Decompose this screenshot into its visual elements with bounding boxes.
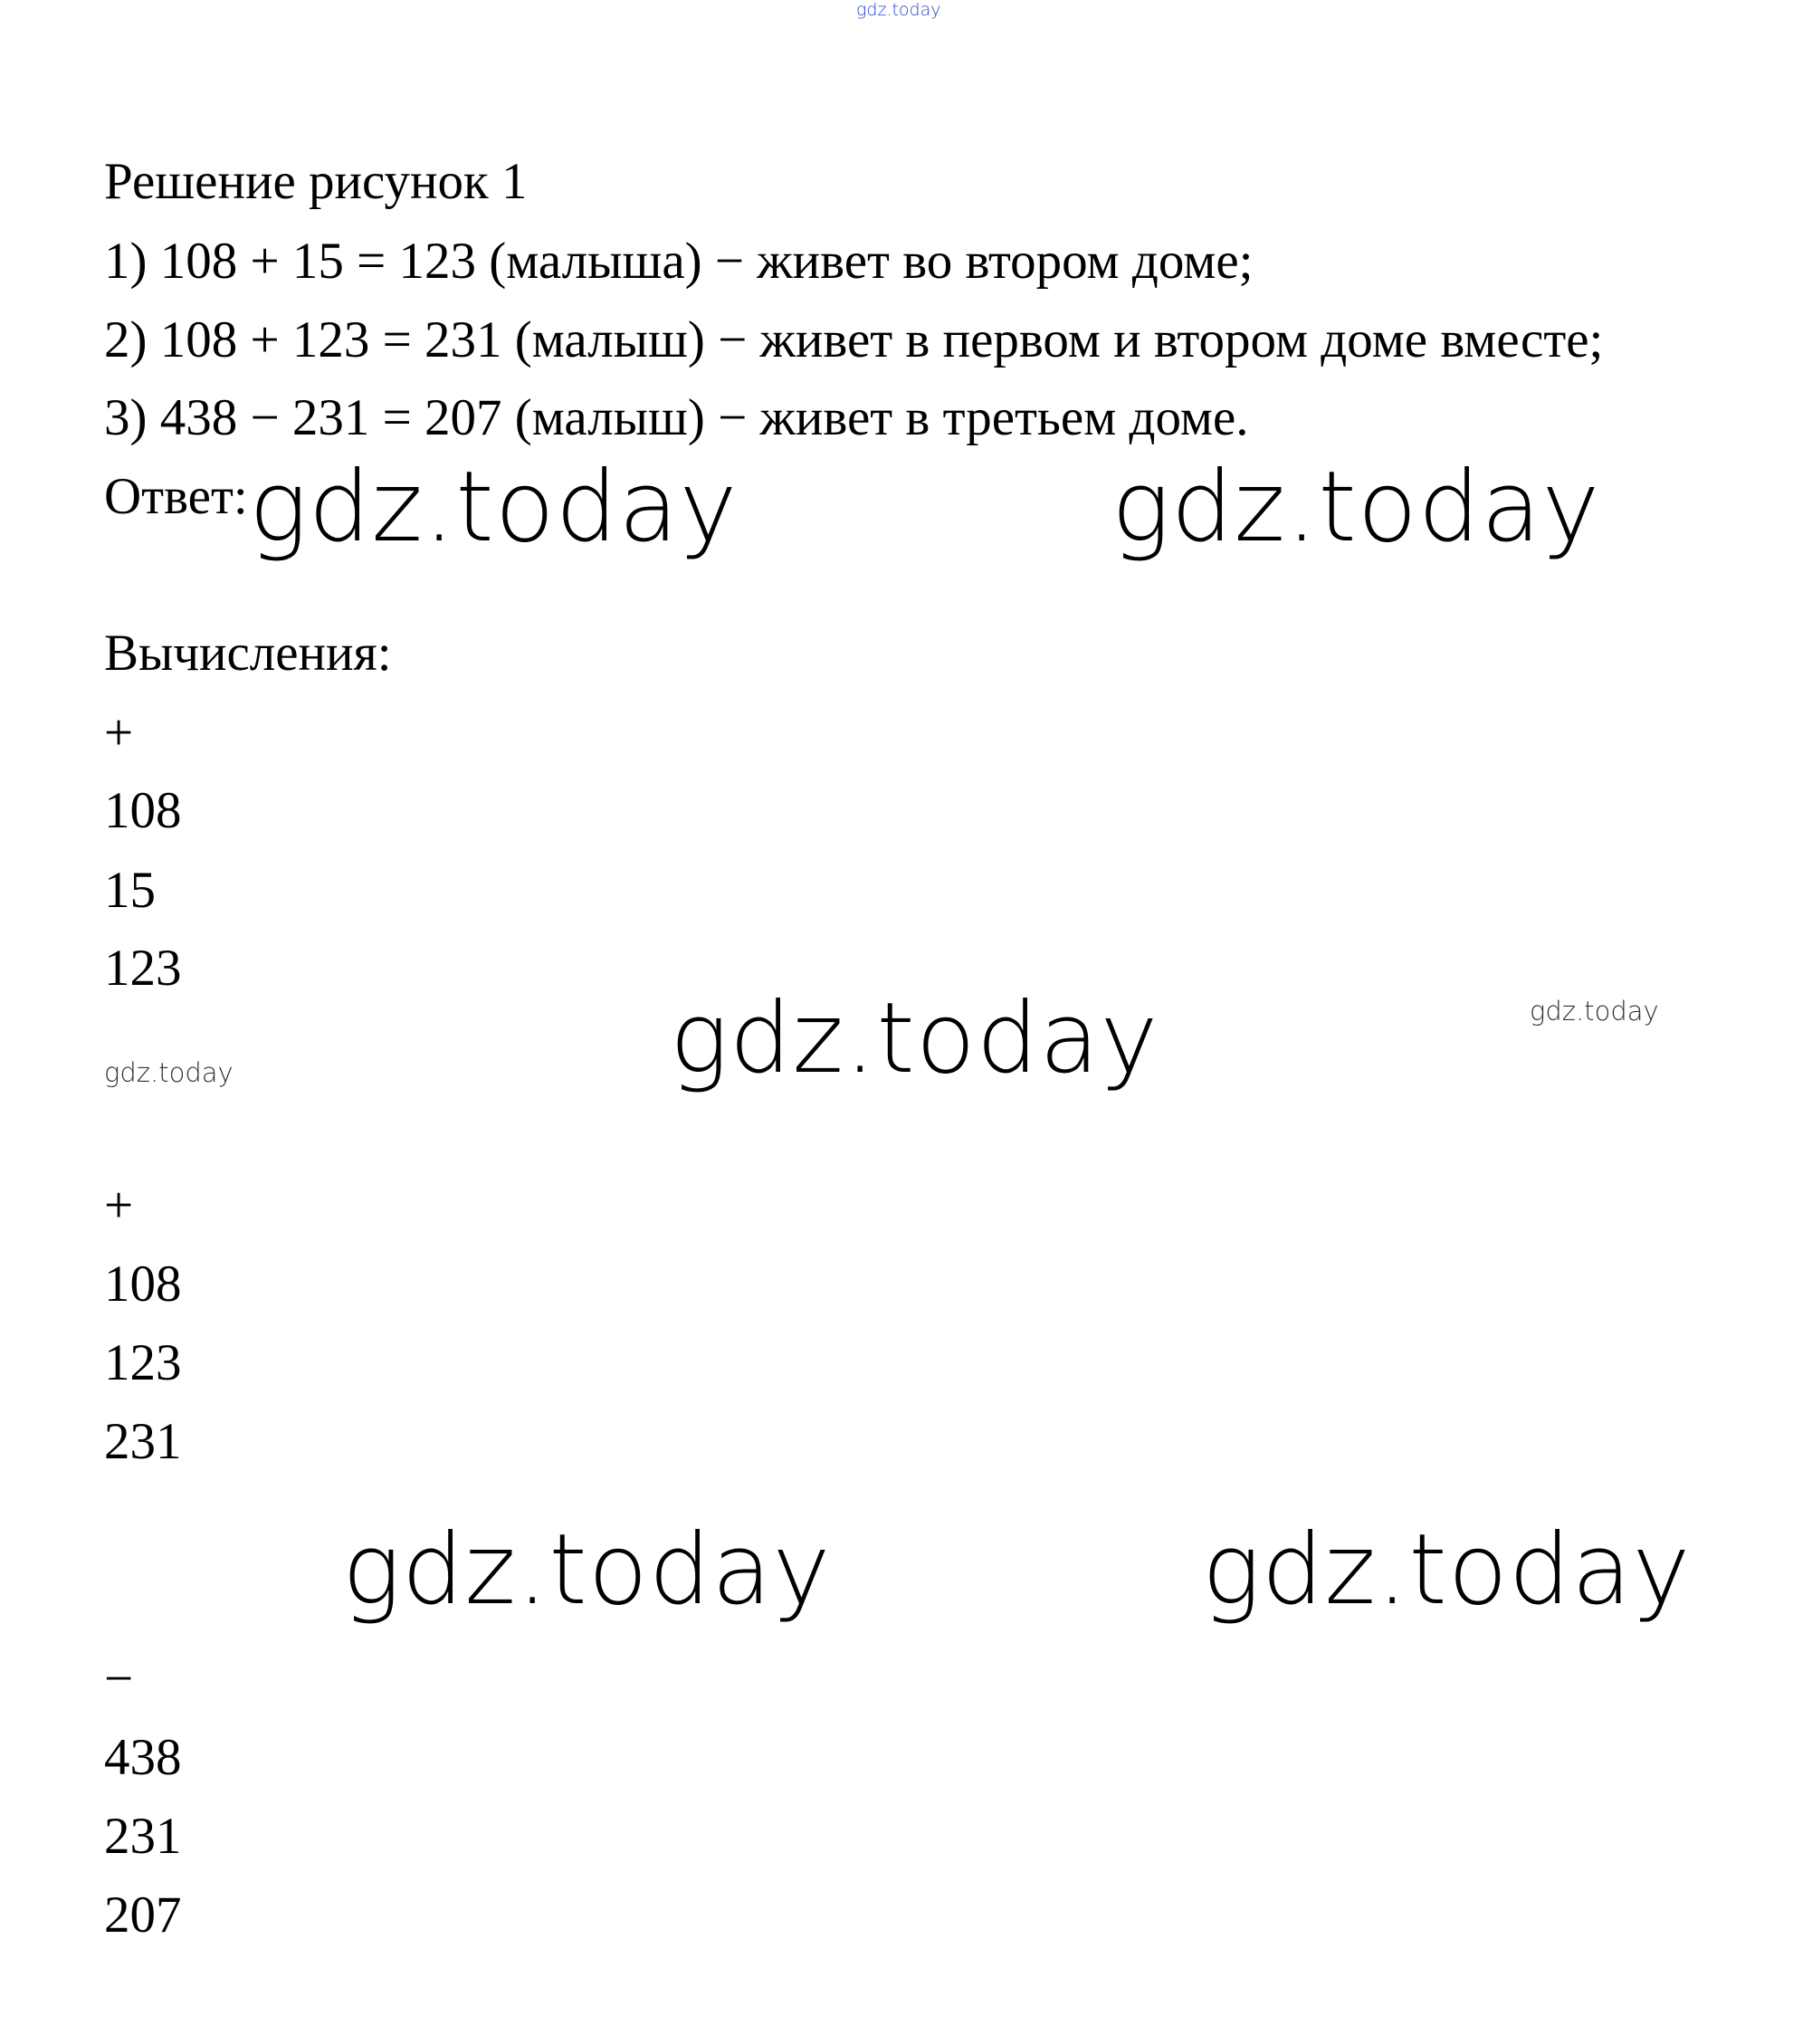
solution-step-1: 1) 108 + 15 = 123 (малыша) − живет во втором доме; bbox=[104, 233, 1254, 290]
watermark: gdz.today bbox=[342, 1514, 832, 1627]
calc-operand: 438 bbox=[104, 1729, 182, 1786]
calc-result: 231 bbox=[104, 1413, 182, 1470]
watermark-small: gdz.today bbox=[1530, 996, 1659, 1027]
calc-operand: 15 bbox=[104, 862, 156, 919]
calc-operand: 108 bbox=[104, 782, 182, 839]
solution-step-2: 2) 108 + 123 = 231 (малыш) − живет в первом и втором доме вместе; bbox=[104, 311, 1604, 368]
answer-label: Ответ: bbox=[104, 468, 248, 525]
watermark: gdz.today bbox=[670, 982, 1159, 1095]
calc-result: 123 bbox=[104, 940, 182, 997]
calc-operand: 231 bbox=[104, 1808, 182, 1865]
calc-operator: + bbox=[104, 704, 134, 761]
watermark: gdz.today bbox=[1202, 1514, 1692, 1627]
watermark: gdz.today bbox=[249, 451, 739, 564]
solution-step-3: 3) 438 − 231 = 207 (малыш) − живет в третьем доме. bbox=[104, 389, 1249, 446]
watermark-small: gdz.today bbox=[104, 1057, 234, 1088]
header-watermark: gdz.today bbox=[856, 0, 941, 20]
calc-operand: 108 bbox=[104, 1256, 182, 1313]
calculations-title: Вычисления: bbox=[104, 625, 392, 682]
calc-operand: 123 bbox=[104, 1334, 182, 1391]
calc-result: 207 bbox=[104, 1886, 182, 1944]
calc-operator: + bbox=[104, 1177, 134, 1234]
calc-operator: − bbox=[104, 1650, 134, 1707]
watermark: gdz.today bbox=[1111, 451, 1601, 564]
solution-title: Решение рисунок 1 bbox=[104, 153, 528, 210]
